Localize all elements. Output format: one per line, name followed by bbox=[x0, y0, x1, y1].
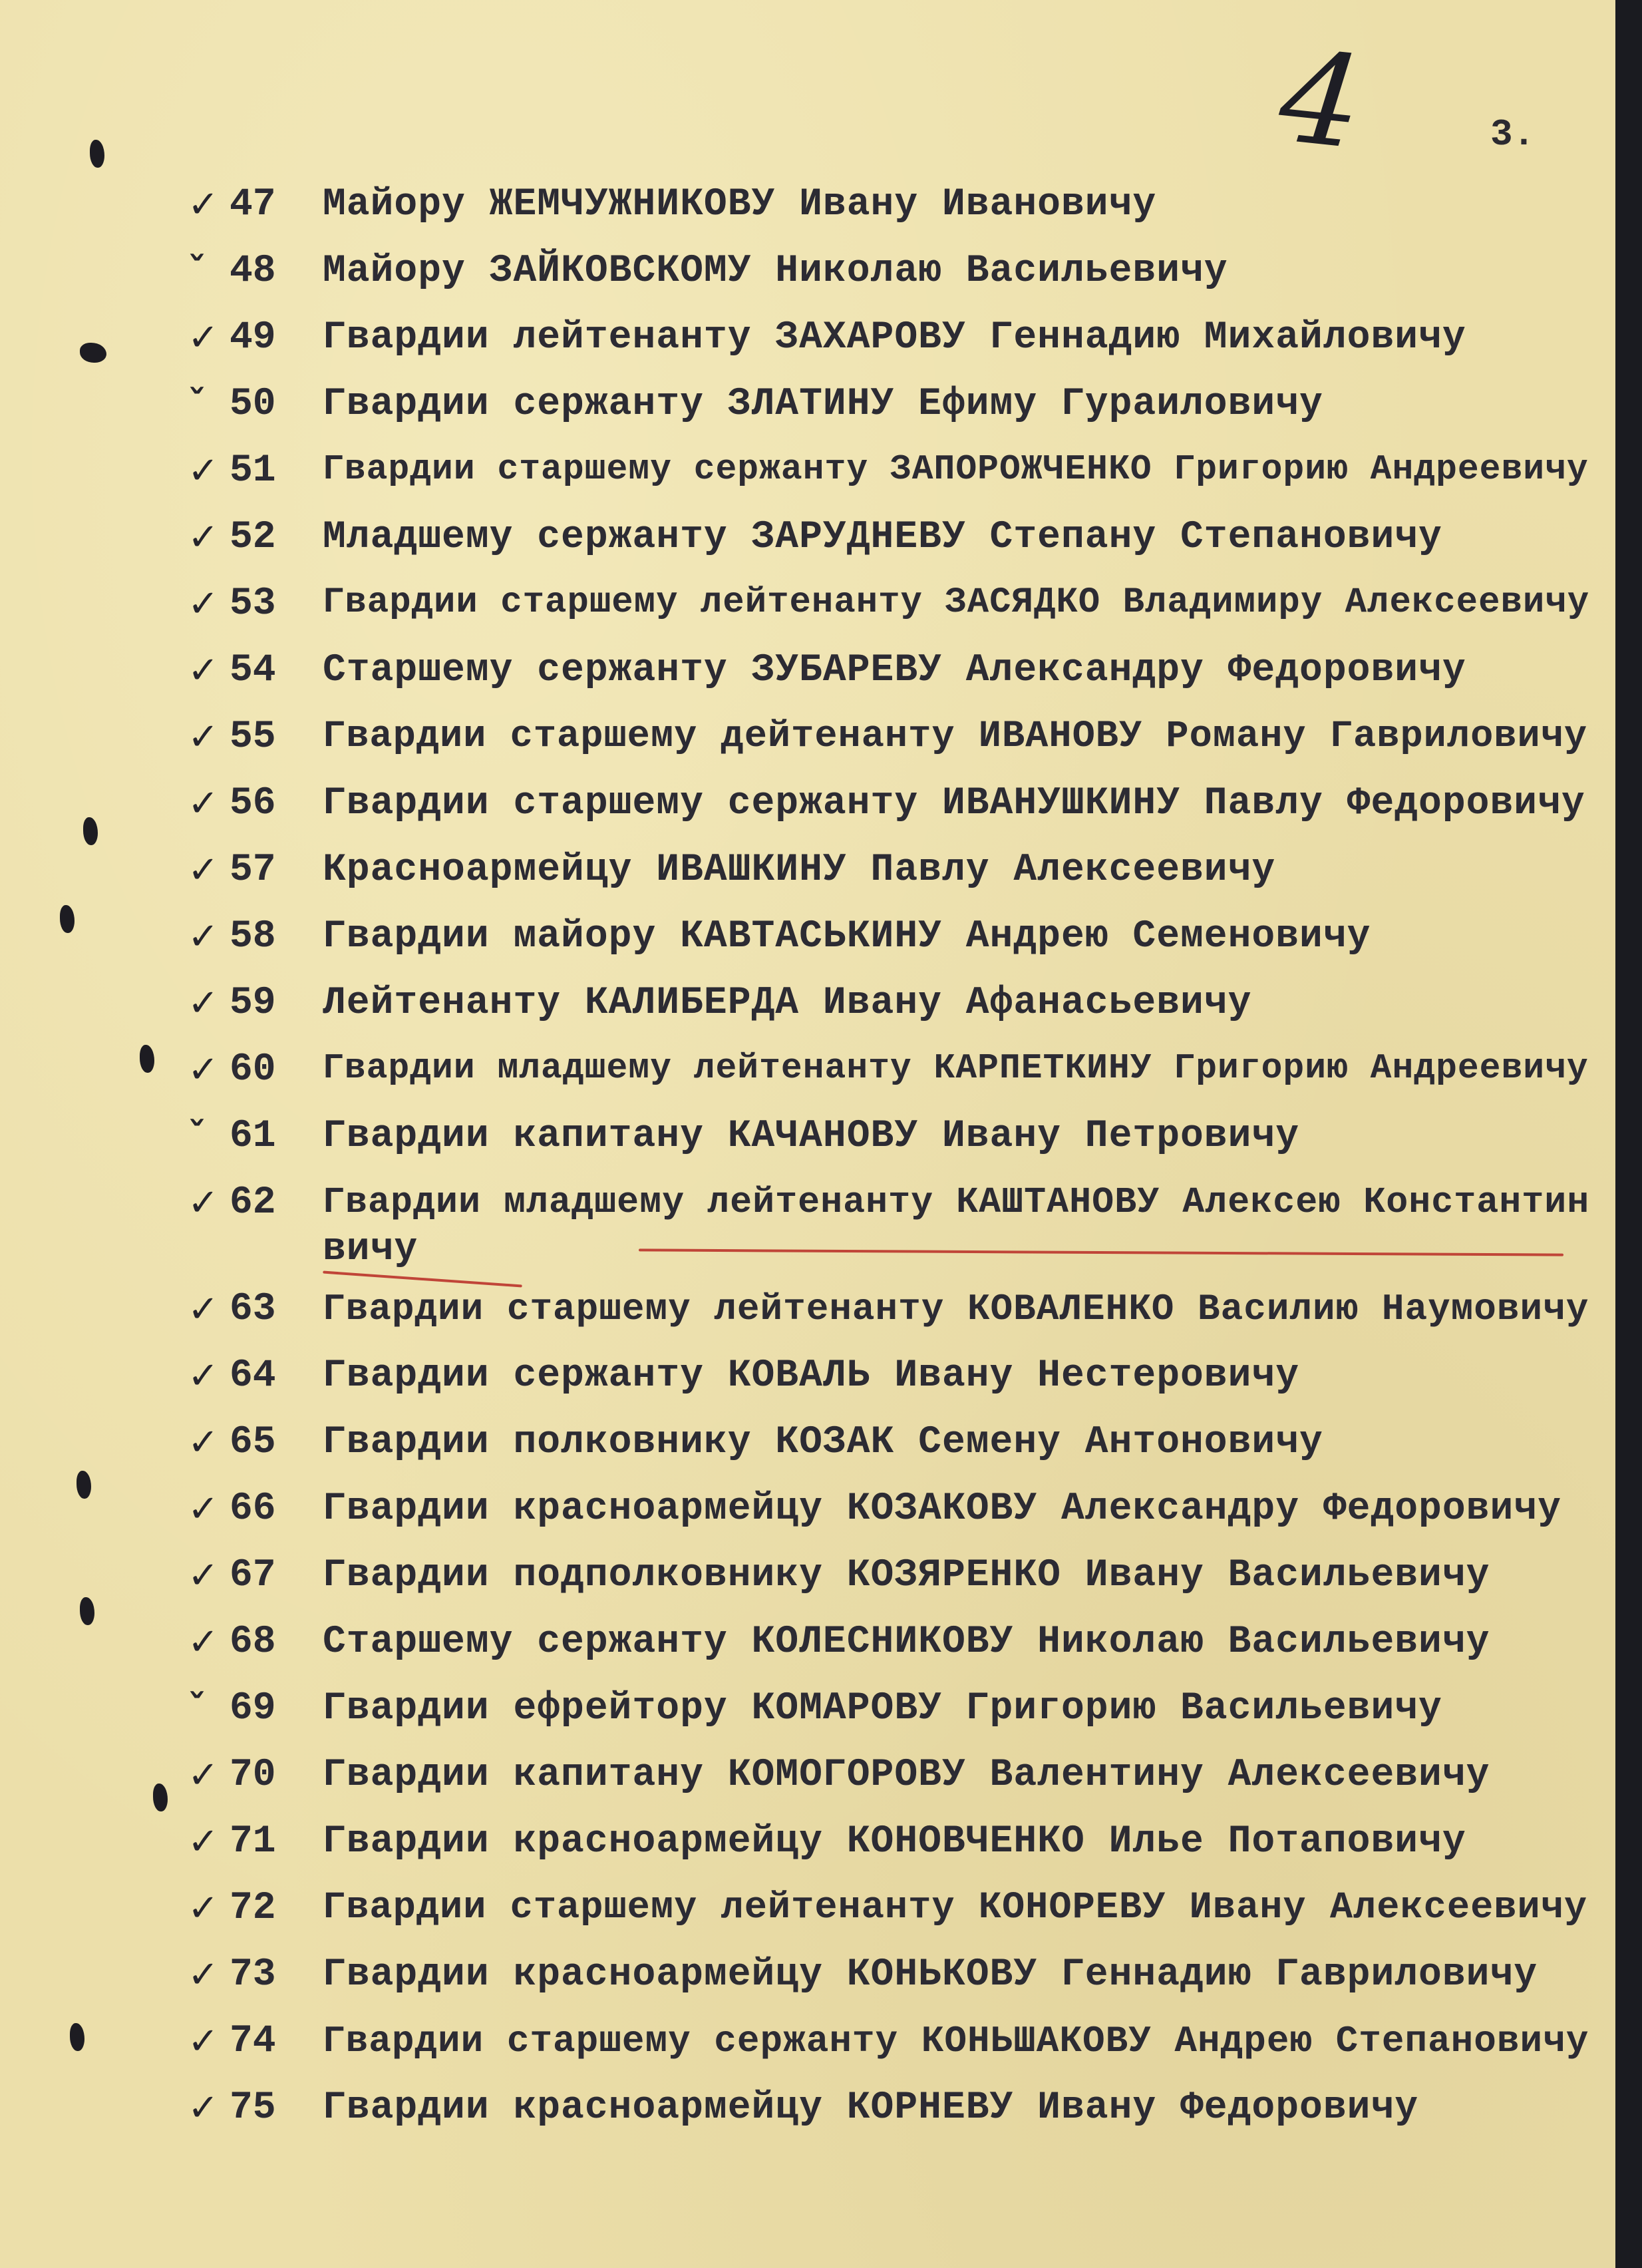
entry-number: 70 bbox=[230, 1754, 276, 1797]
checkmark-icon: ✓ bbox=[188, 915, 219, 958]
entry-text: Гвардии старшему лейтенанту ЗАСЯДКО Владимиру Алексеевичу bbox=[323, 582, 1590, 623]
list-item bbox=[0, 516, 1615, 569]
checkmark-icon: ✓ bbox=[188, 582, 219, 626]
list-item bbox=[0, 2086, 1615, 2140]
entry-text: Гвардии старшему сержанту КОНЬШАКОВУ Андрею Степановичу bbox=[323, 2020, 1589, 2062]
entry-number: 57 bbox=[230, 849, 276, 892]
entry-text: Гвардии старшему лейтенанту КОВАЛЕНКО Василию Наумовичу bbox=[323, 1288, 1589, 1330]
red-underline bbox=[323, 1271, 522, 1288]
checkmark-icon: ✓ bbox=[188, 183, 219, 226]
checkmark-icon: ✓ bbox=[188, 1820, 219, 1863]
entry-text: Младшему сержанту ЗАРУДНЕВУ Степану Степановичу bbox=[323, 516, 1442, 559]
entry-number: 59 bbox=[230, 982, 276, 1025]
checkmark-icon: ✓ bbox=[188, 316, 219, 359]
checkmark-icon: ✓ bbox=[188, 1754, 219, 1797]
entry-number: 69 bbox=[230, 1687, 276, 1730]
checkmark-icon: ✓ bbox=[188, 1620, 219, 1664]
checkmark-icon: ✓ bbox=[188, 1288, 219, 1331]
entry-number: 74 bbox=[230, 2020, 276, 2063]
entry-number: 65 bbox=[230, 1421, 276, 1464]
punch-hole bbox=[90, 140, 104, 168]
entry-number: 58 bbox=[230, 915, 276, 958]
entry-number: 56 bbox=[230, 782, 276, 825]
list-item bbox=[0, 316, 1615, 369]
entry-number: 66 bbox=[230, 1487, 276, 1531]
checkmark-icon: ✓ bbox=[188, 1554, 219, 1597]
checkmark-icon: ✓ bbox=[188, 715, 219, 759]
entry-number: 53 bbox=[230, 582, 276, 626]
entry-text: Гвардии полковнику КОЗАК Семену Антоновичу bbox=[323, 1421, 1323, 1464]
checkmark-icon: ✓ bbox=[188, 1887, 219, 1930]
checkmark-icon: ✓ bbox=[188, 982, 219, 1025]
entry-text: Гвардии красноармейцу КОЗАКОВУ Александру Федоровичу bbox=[323, 1487, 1561, 1531]
checkmark-icon: ✓ bbox=[188, 649, 219, 692]
entry-text: Гвардии младшему лейтенанту КАШТАНОВУ Алексею Константин bbox=[323, 1181, 1590, 1223]
entry-text: Гвардии красноармейцу КОНОВЧЕНКО Илье Потаповичу bbox=[323, 1820, 1466, 1863]
entry-text: Гвардии старшему сержанту ЗАПОРОЖЧЕНКО Григорию Андреевичу bbox=[323, 449, 1589, 489]
checkmark-icon: ˇ bbox=[188, 383, 206, 426]
list-item bbox=[0, 250, 1615, 303]
entry-number: 55 bbox=[230, 715, 276, 759]
entry-text: Лейтенанту КАЛИБЕРДА Ивану Афанасьевичу bbox=[323, 982, 1252, 1025]
entry-number: 47 bbox=[230, 183, 276, 226]
list-item bbox=[0, 1754, 1615, 1807]
list-item bbox=[0, 1288, 1615, 1341]
list-item bbox=[0, 1554, 1615, 1607]
entry-text: Гвардии капитану КОМОГОРОВУ Валентину Алексеевичу bbox=[323, 1754, 1490, 1797]
entry-text: Старшему сержанту ЗУБАРЕВУ Александру Федоровичу bbox=[323, 649, 1466, 692]
entry-text: Гвардии старшему дейтенанту ИВАНОВУ Роману Гавриловичу bbox=[323, 715, 1588, 758]
checkmark-icon: ✓ bbox=[188, 1354, 219, 1398]
entry-number: 63 bbox=[230, 1288, 276, 1331]
entry-number: 50 bbox=[230, 383, 276, 426]
checkmark-icon: ✓ bbox=[188, 516, 219, 559]
entry-text: Гвардии подполковнику КОЗЯРЕНКО Ивану Васильевичу bbox=[323, 1554, 1490, 1597]
list-item bbox=[0, 582, 1615, 636]
checkmark-icon: ˇ bbox=[188, 1687, 206, 1730]
entry-text: Гвардии сержанту КОВАЛЬ Ивану Нестеровичу bbox=[323, 1354, 1300, 1398]
entry-number: 51 bbox=[230, 449, 276, 492]
page-number: 3. bbox=[1490, 113, 1536, 156]
checkmark-icon: ✓ bbox=[188, 2020, 219, 2063]
entry-number: 61 bbox=[230, 1115, 276, 1158]
checkmark-icon: ✓ bbox=[188, 1487, 219, 1531]
entry-number: 67 bbox=[230, 1554, 276, 1597]
checkmark-icon: ✓ bbox=[188, 849, 219, 892]
list-item bbox=[0, 649, 1615, 702]
entry-text: Гвардии ефрейтору КОМАРОВУ Григорию Васильевичу bbox=[323, 1687, 1442, 1730]
entry-text-continuation: вичу bbox=[323, 1228, 418, 1271]
entry-text: Гвардии сержанту ЗЛАТИНУ Ефиму Гураиловичу bbox=[323, 383, 1323, 426]
entry-number: 54 bbox=[230, 649, 276, 692]
list-item bbox=[0, 449, 1615, 502]
checkmark-icon: ˇ bbox=[188, 1115, 206, 1158]
entry-number: 60 bbox=[230, 1048, 276, 1091]
entry-text: Красноармейцу ИВАШКИНУ Павлу Алексеевичу bbox=[323, 849, 1276, 892]
list-item bbox=[0, 1620, 1615, 1674]
entry-text: Гвардии красноармейцу КОРНЕВУ Ивану Федоровичу bbox=[323, 2086, 1419, 2130]
list-item bbox=[0, 1687, 1615, 1740]
checkmark-icon: ✓ bbox=[188, 2086, 219, 2130]
entry-text: Гвардии младшему лейтенанту КАРПЕТКИНУ Григорию Андреевичу bbox=[323, 1048, 1589, 1088]
entry-number: 75 bbox=[230, 2086, 276, 2130]
entry-text: Гвардии капитану КАЧАНОВУ Ивану Петровичу bbox=[323, 1115, 1300, 1158]
entry-text: Майору ЗАЙКОВСКОМУ Николаю Васильевичу bbox=[323, 250, 1228, 293]
list-item bbox=[0, 1421, 1615, 1474]
checkmark-icon: ✓ bbox=[188, 782, 219, 825]
entry-text: Гвардии старшему сержанту ИВАНУШКИНУ Павлу Федоровичу bbox=[323, 782, 1585, 825]
checkmark-icon: ✓ bbox=[188, 1953, 219, 1996]
list-item bbox=[0, 1048, 1615, 1101]
list-item bbox=[0, 1487, 1615, 1541]
entry-text: Гвардии майору КАВТАСЬКИНУ Андрею Семеновичу bbox=[323, 915, 1371, 958]
entry-text: Гвардии лейтенанту ЗАХАРОВУ Геннадию Михайловичу bbox=[323, 316, 1466, 359]
list-item bbox=[0, 849, 1615, 902]
checkmark-icon: ✓ bbox=[188, 1421, 219, 1464]
list-item bbox=[0, 982, 1615, 1035]
list-item bbox=[0, 715, 1615, 769]
entry-text: Гвардии красноармейцу КОНЬКОВУ Геннадию Гавриловичу bbox=[323, 1953, 1538, 1996]
list-item bbox=[0, 1354, 1615, 1408]
entry-text: Гвардии старшему лейтенанту КОНОРЕВУ Ивану Алексеевичу bbox=[323, 1887, 1588, 1929]
entry-number: 62 bbox=[230, 1181, 276, 1225]
handwritten-mark: 4 bbox=[1273, 23, 1369, 178]
scan-edge bbox=[1615, 0, 1642, 2268]
entry-text: Старшему сержанту КОЛЕСНИКОВУ Николаю Васильевичу bbox=[323, 1620, 1490, 1664]
checkmark-icon: ✓ bbox=[188, 449, 219, 492]
checkmark-icon: ˇ bbox=[188, 250, 206, 293]
list-item bbox=[0, 1820, 1615, 1873]
entry-number: 49 bbox=[230, 316, 276, 359]
list-item bbox=[0, 1181, 1615, 1271]
list-item bbox=[0, 915, 1615, 968]
entry-number: 52 bbox=[230, 516, 276, 559]
list-item bbox=[0, 1953, 1615, 2006]
list-item bbox=[0, 1887, 1615, 1940]
list-item bbox=[0, 1115, 1615, 1168]
entry-number: 64 bbox=[230, 1354, 276, 1398]
entry-number: 73 bbox=[230, 1953, 276, 1996]
entry-number: 48 bbox=[230, 250, 276, 293]
entry-number: 68 bbox=[230, 1620, 276, 1664]
list-item bbox=[0, 782, 1615, 835]
list-item bbox=[0, 183, 1615, 236]
checkmark-icon: ✓ bbox=[188, 1048, 219, 1091]
red-underline bbox=[639, 1248, 1563, 1256]
entry-number: 71 bbox=[230, 1820, 276, 1863]
entry-number: 72 bbox=[230, 1887, 276, 1930]
checkmark-icon: ✓ bbox=[188, 1181, 219, 1225]
list-item bbox=[0, 383, 1615, 436]
entry-text: Майору ЖЕМЧУЖНИКОВУ Ивану Ивановичу bbox=[323, 183, 1157, 226]
list-item bbox=[0, 2020, 1615, 2073]
